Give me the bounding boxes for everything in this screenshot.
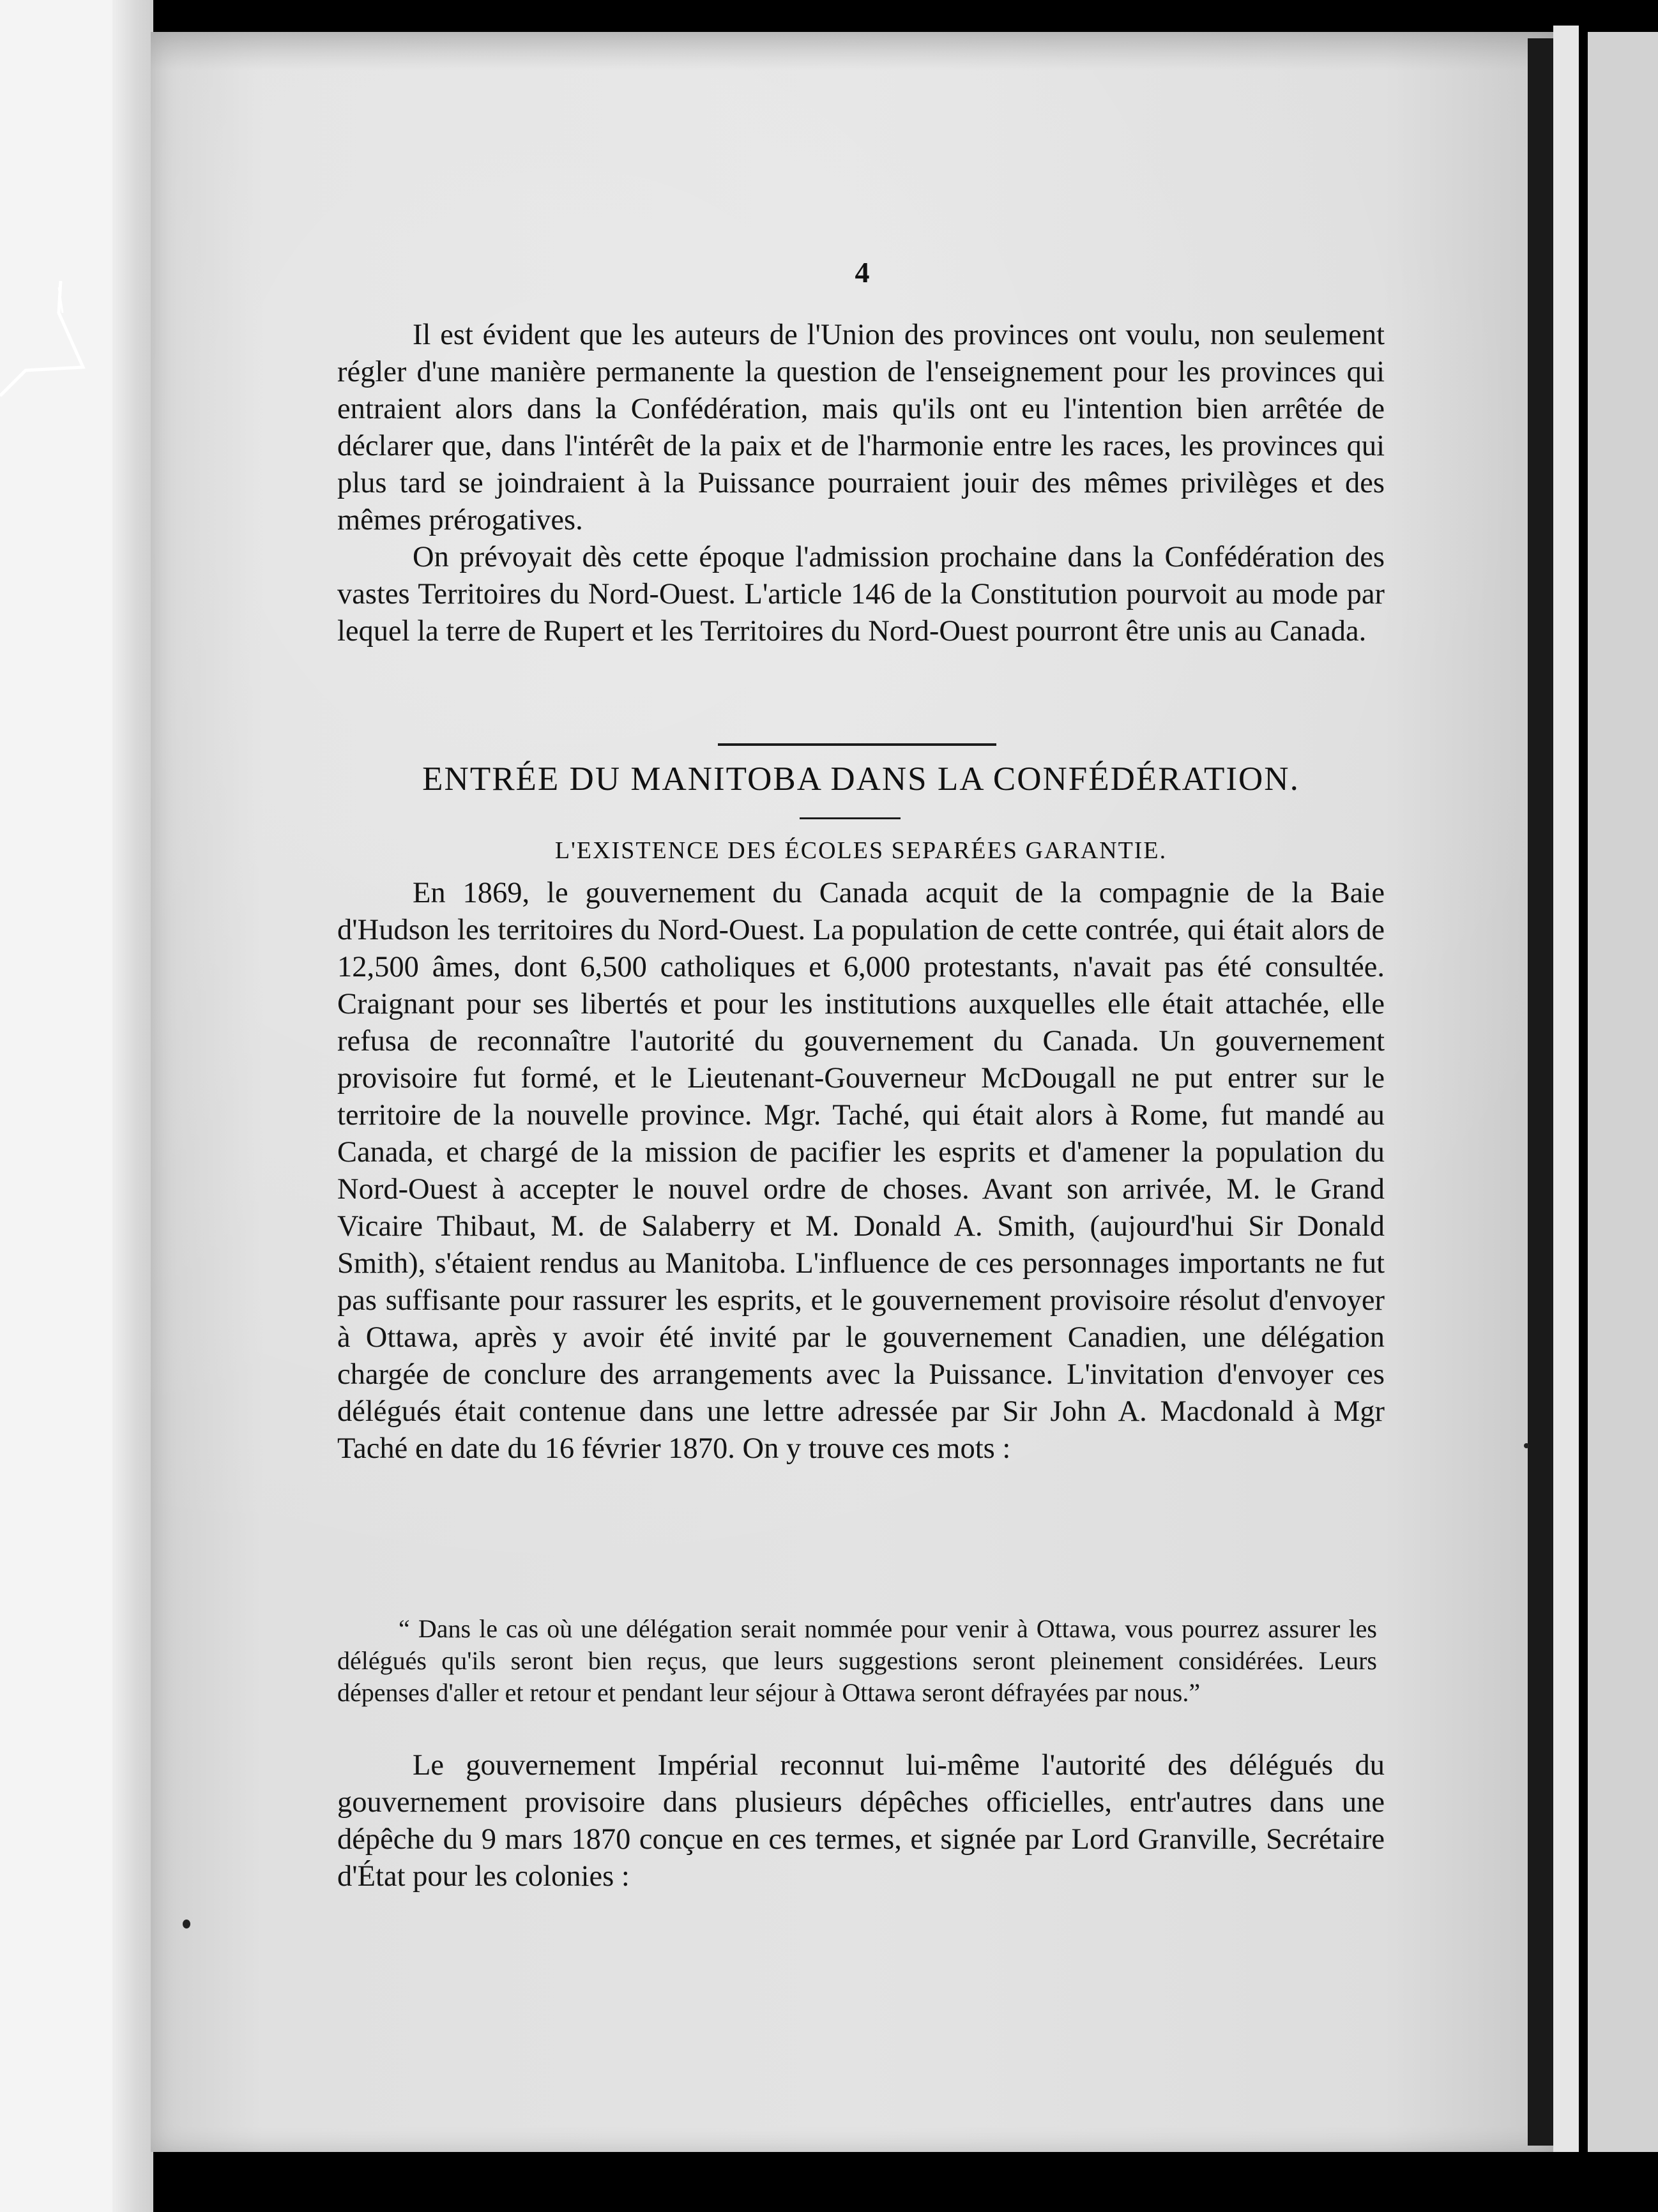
paragraph-union: Il est évident que les auteurs de l'Union des provinces ont voulu, non seulement régler d'une manière permanente la question de l'enseignement pour les provinces qui entraient alors dans la Confédération, mais qu'ils ont eu l'intention bien arrêtée de déclarer que, dans l'intérêt de la paix et de l'harmonie entre les races, les provinces qui plus tard se joindraient à la Puissance pourraient jouir des mêmes privilèges et des mêmes prérogatives. [337, 319, 1385, 536]
ink-speck [183, 1920, 190, 1928]
section-divider [718, 743, 996, 746]
section-subheading: L'EXISTENCE DES ÉCOLES SEPARÉES GARANTIE. [554, 837, 1167, 864]
leaf-shadow [112, 0, 153, 2212]
main-text [337, 875, 1385, 1467]
binding-edge [1553, 26, 1579, 2152]
facing-page-edge [1588, 32, 1658, 2152]
page-top-shadow [151, 32, 1553, 70]
paragraph-territoires: On prévoyait dès cette époque l'admission prochaine dans la Confédération des vastes Territoires du Nord-Ouest. L'article 146 de la Constitution pourvoit au mode par lequel la terre de Rupert et les Territoires du Nord-Ouest pourront être unis au Canada. [337, 541, 1385, 648]
ink-speck [1524, 1443, 1529, 1448]
closing-text [337, 1747, 1385, 1895]
page-number: 4 [855, 256, 870, 289]
intro-text [337, 317, 1385, 650]
paragraph-1869: En 1869, le gouvernement du Canada acquit de la compagnie de la Baie d'Hudson les territoires du Nord-Ouest. La population de cette contrée, qui était alors de 12,500 âmes, dont 6,500 catholiques et 6,000 protestants, n'avait pas été consultée. Craignant pour ses libertés et pour les institutions auxquelles elle était attachée, elle refusa de reconnaître l'autorité du gouvernement du Canada. Un gouvernement provisoire fut formé, et le Lieutenant-Gouverneur McDougall ne put entrer sur le territoire de la nouvelle province. Mgr. Taché, qui était alors à Rome, fut mandé au Canada, et chargé de la mission de pacifier les esprits et d'amener la population du Nord-Ouest à accepter le nouvel ordre de choses. Avant son arrivée, M. le Grand Vicaire Thibaut, M. de Salaberry et M. Donald A. Smith, (aujourd'hui Sir Donald Smith), s'étaient rendus au Manitoba. L'influence de ces personnages importants ne fut pas suffisante pour rassurer les esprits, et le gouvernement provisoire résolut d'envoyer à Ottawa, après y avoir été invité par le gouvernement Canadien, une délégation chargée de conclure des arrangements avec la Puissance. L'invitation d'envoyer ces délégués était contenue dans une lettre adressée par Sir John A. Macdonald à Mgr Taché en date du 16 février 1870. On y trouve ces mots : [337, 877, 1385, 1465]
heading-divider [800, 817, 901, 819]
margin-pencil-mark [0, 275, 96, 402]
paragraph-gouvernement-imperial: Le gouvernement Impérial reconnut lui-même l'autorité des délégués du gouvernement provisoire dans plusieurs dépêches officielles, entr'autres dans une dépêche du 9 mars 1870 conçue en ces termes, et signée par Lord Granville, Secrétaire d'État pour les colonies : [337, 1749, 1385, 1893]
block-quote: “ Dans le cas où une délégation serait nommée pour venir à Ottawa, vous pourrez assurer les délégués qu'ils seront bien reçus, que leurs suggestions seront pleinement considérées. Leurs dépenses d'aller et retour et pendant leur séjour à Ottawa seront défrayées par nous.” [337, 1614, 1377, 1707]
section-heading: ENTRÉE DU MANITOBA DANS LA CONFÉDÉRATION. [422, 761, 1300, 798]
